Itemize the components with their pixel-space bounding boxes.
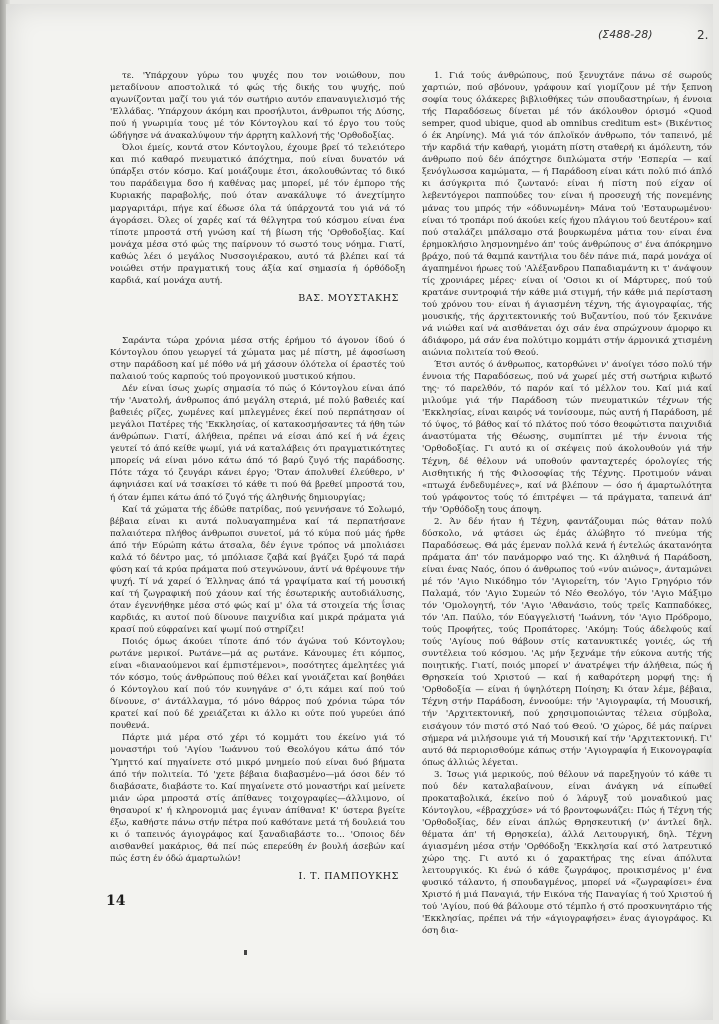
paragraph: Καί τά χώματα τής έδώθε πατρίδας, πού γεννήσανε τό Σολωμό, βέβαια είναι κι αυτά πολυαγαπημένα καί τά περπατήσανε παλαιότερα πλήθος άνθρωποι συνετοί, μά τό κύμα πού μάς ήρθε άπό τήν Εύρώπη κάτω άτσαλα, δέν έγινε τρόπος νά μπολιάσει καλά τό δέντρο μας, τό μπόλιασε ζαβά καί βγάζει ξυρό τά παρά φύση καί τά κρύα πράματα πού στεγνώνουν, άντί νά θρέψουνε τήν ψυχή. Τί νά χαρεί ό Έλληνας άπό τά γραψίματα καί τή μουσική καί τή ζωγραφική πού χάουν καί τής έσωτερικής αυτοδιάλυσης, όταν έγεννήθηκε μέσα στό φώς καί μ' όλα τά στοιχεία τής ΐσιας καρδιάς, κι αυτοί πού δίνουνε παιχνίδια καί μικρά πράματα γιά κρασί πού εύφραίνει καί ψωμί πού στηρίζει! (110, 504, 405, 636)
page-number: 14 (106, 893, 126, 909)
paragraph: Πάρτε μιά μέρα στό χέρι τό κομμάτι του έκείνο γιά τό μοναστήρι τού 'Αγίου 'Ιωάννου τού Θεολόγου κάτω άπό τόν Ύμηττό καί πηγαίνετε στό μικρό μνημείο πού είναι δυό βήματα άπό τήν πολιτεία. Τό 'χετε βέβαια διαβασμένο—μά όσοι δέν τό διαβάσατε, διαβάστε το. Καί πηγαίνετε στό μοναστήρι καί μείνετε μιάν ώρα μπροστά στίς άπίθανες τοιχογραφίες—άλλιμονο, οί θησαυροί κ' ή κληρονομιά μας έγιναν άπίθανα! Κ' ύστερα βγείτε έξω, καθήστε πάνω στήν πέτρα πού καθότανε μετά τή δουλειά του κι ό ταπεινός άγιογράφος καί ξαναδιαβάστε το... 'Οποιος δέν αισθανθεί μακάριος, θά πεί πώς επερεύθη έν βουλή άσεβών καί πώς έστη έν όδώ άμαρτωλών! (110, 733, 405, 864)
paragraph: 2. Άν δέν ήταν ή Τέχνη, φαντάζουμαι πώς θάταν πολύ δύσκολο, νά φτάσει ώς έμάς άλώβητο τό πνεύμα τής Παραδόσεως. Θά μάς έμεναν πολλά κενά ή έντελώς άκατανόητα πράματα άπ' τόν πανάμορφο ναό της. Κι άληθινά ή Παράδοση, είναι ένας Ναός, όπου ό άνθρωπος τού «νύν αιώνος», άνταμώνει μέ τόν 'Αγιο Νικόδημο τόν 'Αγιορείτη, τόν 'Αγιο Γρηγόριο τόν Παλαμά, τόν 'Αγιο Συμεών τό Νέο Θεολόγο, τόν 'Αγιο Μάξιμο τόν 'Ομολογητή, τόν 'Αγιο 'Αθανάσιο, τούς τρεϊς Καππαδόκες, τόν 'Απ. Παύλο, τόν Εύαγγελιστή 'Ιωάννη, τόν 'Αγιο Πρόδρομο, τούς Προφήτες, τούς Προπάτορες. 'Ακόμη: Τούς άδελφούς καί τούς 'Αγίους πού θάβουν στίς κατανυκτικές γονιές, ώς τή συντέλεια τού κόσμου. 'Ας μήν ξεχνάμε τήν εύκονα αυτής τής ποιητικής. Γιατί, ποιός μπορεί ν' άνατρέψει τήν άλήθεια, πώς ή Θρησκεία τού Χριστού — καί ή καθαρότερη μορφή της: ή 'Ορθοδοξία — είναι ή ύψηλότερη Ποίηση; Κι όταν λέμε, βέβαια, Τέχνη στήν Παράδοση, έννοούμε: τήν 'Αγιογραφία, τή Μουσική, τήν 'Αρχιτεκτονική, πού χρησιμοποιώντας τέλεια σύμβολα, εισάγουν τόν πιστό στό Ναό τού Θεού. 'Ο χώρος, δέ μάς παίρνει σήμερα νά μιλήσουμε γιά τή Μουσική καί τήν 'Αρχιτεκτονική. Γι' αυτό θά περιορισθούμε κάπως στήν 'Αγιογραφία ή Εικονογραφία όπως άλλιώς λέγεται. (422, 516, 712, 768)
signature: ΒΑΣ. ΜΟΥΣΤΑΚΗΣ (298, 292, 399, 304)
handwritten-reference: (Σ488-28) (598, 28, 653, 41)
paragraph: 3. Ίσως γιά μερικούς, πού θέλουν νά παρεξηγούν τό κάθε τι πού δέν καταλαβαίνουν, είναι άνάγκη νά είπωθεί προκαταβολικά, έκείνο πού ό λάρυγξ τού μοναδικού μας Κόντογλου, «έβραχχύσε» νά τό βροντοφωνάζει: Πώς ή Τέχνη τής 'Ορθοδοξίας, δέν είναι άπλώς Θρησκευτική (ν' άντλεί δηλ. θέματα άπ' τή Θρησκεία), άλλά Λειτουργική, δηλ. Τέχνη άγιασμένη μέσα στήν 'Ορθόδοξη 'Εκκλησία καί στό λατρευτικό χώρο της. Γι αυτό κι ό χαρακτήρας της είναι άπόλυτα λειτουργικός. Κι ένώ ό κάθε ζωγράφος, προικισμένος μ' ένα φυσικό τάλαντο, ή σπουδαγμένος, μπορεί νά «ζωγραφίσει» ένα Χριστό ή μιά Παναγιά, τήν Εικόνα τής Παναγίας ή τού Χριστού ή τού 'Αγίου, πού θά βάλουμε στό τέμπλο ή στό προσκυνητάριο τής 'Εκκλησίας, πρέπει νά τήν «άγιογραφήσει» ένας άγιογράφος. Κι όση δια- (422, 769, 712, 937)
right-column (422, 70, 712, 937)
left-column (110, 70, 405, 883)
handwritten-page-ref: 2. (697, 28, 709, 42)
paragraph: Έτσι αυτός ό άνθρωπος, κατορθώνει ν' άνοίγει τόσο πολύ τήν έννοια τής Παραδόσεως, πού νά χωρεί μές στή σωτήρια κιβωτό της· τό παρελθόν, τό παρόν καί τό μέλλον του. Καί μιά καί μιλούμε γιά τήν Παράδοση τών πνευματικών τέχνων τής 'Εκκλησίας, είναι καιρός νά τονίσουμε, πώς αυτή ή Παράδοση, μέ τό ύψος, τό βάθος καί τό πλάτος πού τόσο θεοφώτιστα παιχνιδιά άναστύματα τής Θέωσης, συμπίπτει μέ τήν έννοια τής 'Ορθοδοξίας. Γι αυτό κι οί σκέψεις πού άκολουθούν γιά τήν Τέχνη, δέ θέλουν νά υποθούν φανταχτερές όρολογίες τής Αισθητικής ή τής Φιλοσοφίας τής Τέχνης. Προτιμούν νάναι «πτωχά ένδεδυμένες», καί νά βλέπουν — όσο ή άμαρτωλότητα τού γράφοντος τούς τό έπιτρέψει — τά πράγματα, ταπεινά άπ' τήν 'Ορθόδοξη τους άποψη. (422, 360, 712, 515)
signature: Ι. Τ. ΠΑΜΠΟΥΚΗΣ (298, 870, 399, 882)
spacer (110, 305, 405, 335)
ink-mark (244, 950, 247, 955)
paragraph: Ποιός όμως άκούει τίποτε άπό τόν άγώνα τού Κόντογλου; ρωτάνε μερικοί. Ρωτάνε—μά ας ρωτάνε. Κάνουμες έτι κόμπος, είναι «διαναούμενοι καί έμπιστέμενοι», ποσότητες άμελητέες γιά τόν κόσμο, τούς άνθρώπους πού θέλει καί γνοιάζεται καί βοηθάει ό Κόντογλου καί πού τόν κυνηγάνε σ' ό,τι κάμει καί πού τού δίνουνε, σ' άντάλλαγμα, τό μόνο θάρρος πού χρόνια τώρα τόν κρατεί καί πού δέ χρειάζεται κι άλλο κι ούτε πού γυρεύει άπό πουθενά. (110, 637, 405, 732)
paragraph: 1. Γιά τούς άνθρώπους, πού ξενυχτάνε πάνω σέ σωρούς χαρτιών, πού σβόνουν, γράφουν καί γιομίζουν μέ τήν ξεπνοη σοφία τους όλάκερες βιβλιοθήκες τών σπουδαστηρίων, ή έννοια τής Παραδόσεως δίνεται μέ τόν άκόλουθον όρισμό «Quod semper, quod ubique, quod ab omnibus creditum est» (Βικέντιος ό έκ Αηρίνης). Μά γιά τόν άπλοϊκόν άνθρωπο, τόν ταπεινό, μέ τήν καρδιά τήν καθαρή, γιομάτη πίστη σταθερή κι άμόλευτη, τόν άνθρωπο πού δέν άπόχτησε διπλώματα στήν 'Εσπερία — καί ξενόγλωσσα καμώματα, — ή Παράδοση είναι κάτι πολύ πιό άπλό κι άσύγκριτα πιό ζωντανό: είναι ή πίστη πού είχαν οί λεβεντόγεροι παππούδες του· είναι ή προσευχή τής πονεμένης μάνας του μπρός τήν «όδυνωμένη» Μάνα τού 'Εσταυρωμένου· είναι τό τροπάρι πού άκούει κείς ήχου πλάγιου τού δευτέρου» καί πού σταλάζει μπάλσαμο στά βουρκωμένα μάτια του· είναι ένα έρημοκλήσιο λησμονημένο άπ' τούς άνθρώπους σ' ένα άπόκρημνο βράχο, πού τά θαμπά καντήλια του δέν πάνε πιά, παρά μονάχα οί άγαπημένοι ήρωες τού 'Αλέξανδρου Παπαδιαμάντη κι τ' άνάψουν τίς χρονιάρες μέρες· είναι οί 'Οσιοι κι οί Μάρτυρες, πού τού κρατάνε συντροφιά τήν κάθε μιά στιγμή, τήν κάθε μιά περίσταση τού χρόνου του· είναι ή άγιασμένη τέχνη, τής άγιογραφίας, τής μουσικής, τής άρχιτεκτονικής τού Βυζαντίου, πού τόν ξεκινάνε νά νιώθει καί νά αισθάνεται όχι σάν ένα σπρώχνουν άμορφο κι άδιάφορο, μά σάν ένα πολύτιμο κομμάτι στήν άρμονικά χτισμένη αιώνια πολιτεία τού Θεού. (422, 71, 712, 359)
paragraph: Δέν είναι ίσως χωρίς σημασία τό πώς ό Κόντογλου είναι άπό τήν 'Ανατολή, άνθρωπος άπό μεγάλη στεριά, μέ πολύ βαθειές καί βαθειές ρίζες, χωμένες καί μπλεγμένες έκεί πού περπάτησαν οί μεγάλοι Πατέρες τής 'Εκκλησίας, οί κατακοσμήσαντες τά ήθη τών άνθρώπων. Γιατί, άλήθεια, πρέπει νά είσαι άπό κεί ή νά έχεις γευτεί τό άπό κείθε ψωμί, γιά νά καταλάβεις ότι πραγματικότητες μπορείς νά είναι μόνο κάτω άπό τό βαρύ ζυγό τής παράδοσης. Πότε τάχα τό ζευγάρι κάνει έργο; 'Όταν άπολυθεί έλεύθερο, ν' άφηνιάσει καί νά τσακίσει τό κάθε τι πού θά βρεθεί μπροστά του, ή όταν έμπει κάτω άπό τό ζυγό τής άληθινής δημιουργίας; (110, 384, 405, 503)
paragraph: Σαράντα τώρα χρόνια μέσα στής έρήμου τό άγονον ίδού ό Κόντογλου όπου γεωργεί τά χώματα μας μέ πίστη, μέ άφοσίωση στην παράδοση καί μέ πόθο νά μή χάσουν όλότελα οί έραστές τού παλαιού τούς καρπούς τού προγονικού μυστικού κήπου. (110, 335, 405, 383)
paragraph: τε. 'Υπάρχουν γύρω του ψυχές που τον νοιώθουν, που μεταδίνουν αποστολικά τό φώς τής δικής του ψυχής, πού αγωνίζονται μαζί του γιά τόν σωτήριο αυτόν επαναυγιελισμό τής 'Ελλάδας. 'Υπάρχουν άκόμη και προσήλυτοι, άνθρωποι τής Δύσης, πού ή γνωριμία τους μέ τόν Κόντογλου καί τό έργο του τούς ώδήγησε νά άνακαλύψουν τήν άρρητη καλλονή τής 'Ορθοδοξίας. (110, 71, 405, 142)
paragraph: Όλοι έμείς, κοντά στον Κόντογλου, έχουμε βρεί τό τελειότερο και πιό καθαρό πνευματικό άπόχτημα, πού είναι δυνατόν νά ύπάρξει στόν κόσμο. Καί μοιάζουμε έτσι, άκολουθώντας τό δικό του παράδειγμα δσο ή καθένας μας μπορεί, μέ τόν έμπορο τής Κυριακής παραβολής, πού όταν ανακάλυψε τό άνεχτίμητο μαργαριτάρι, πήγε καί έδωσε όλα τά ύπάρχοντά του γιά νά τό άγοράσει. Όλες οί χαρές καί τά θέλγητρα τού κόσμου είναι ένα τίποτε μπροστά στή γνώση καί τή βίωση τής 'Ορθοδοξίας. Καί μονάχα μέσα στό φώς της παίρνουν τό σωστό τους νόημα. Γιατί, καθώς λέει ό μεγάλος Νυσσογιέρακου, αυτό τά βλέπει καί τά νοιώθει στήν πραγματική τους άξία καί σημασία ή όρθόδοξη καρδιά, καί μονάχα αυτή. (110, 143, 405, 286)
